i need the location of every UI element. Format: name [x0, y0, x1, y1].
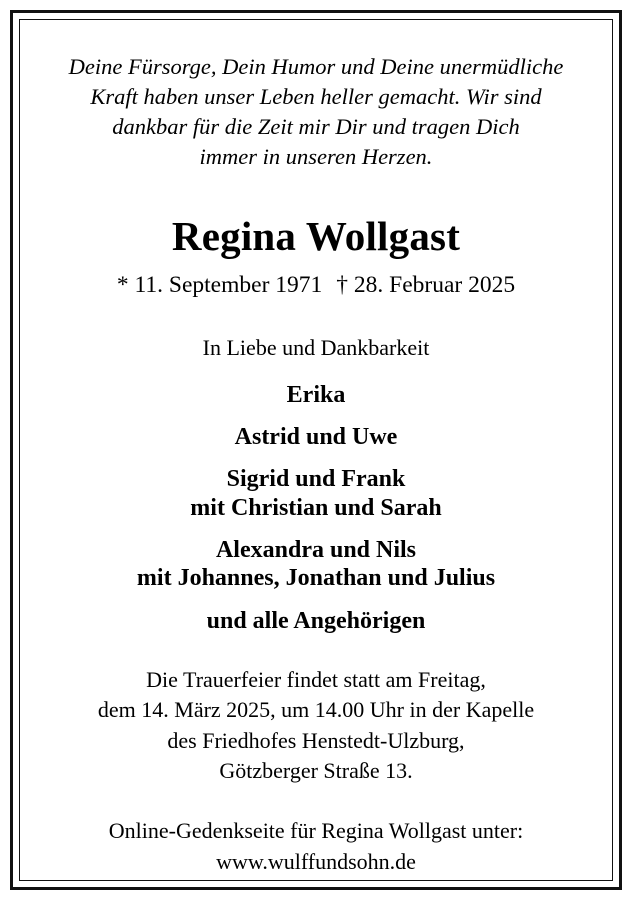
deceased-name: Regina Wollgast	[171, 212, 461, 259]
list-item	[46, 465, 586, 522]
survivor-children: mit Christian und Sarah	[190, 494, 442, 521]
birth-date: * 11. September 1971	[116, 271, 323, 298]
survivor-name: Sigrid und Frank	[226, 466, 406, 493]
ceremony-line: dem 14. März 2025, um 14.00 Uhr in der Kapelle	[97, 697, 535, 723]
memorial-intro: Online-Gedenkseite für Regina Wollgast unter:	[108, 818, 524, 844]
verse-line: dankbar für die Zeit mir Dir und tragen Dich	[112, 113, 520, 139]
online-memorial	[46, 816, 586, 877]
list-item	[46, 423, 586, 451]
verse-line: Kraft haben unser Leben heller gemacht. Wir sind	[90, 83, 542, 109]
list-item	[46, 536, 586, 593]
verse-line: Deine Fürsorge, Dein Humor und Deine unermüdliche	[68, 54, 564, 79]
memorial-verse	[46, 52, 586, 172]
ceremony-line: Die Trauerfeier findet statt am Freitag,	[146, 666, 486, 692]
survivor-children: mit Johannes, Jonathan und Julius	[136, 565, 496, 592]
card-outer-border	[10, 10, 622, 890]
survivor-name: Astrid und Uwe	[234, 424, 398, 450]
survivor-name: Erika	[286, 381, 346, 408]
ceremony-line: des Friedhofes Henstedt-Ulzburg,	[167, 727, 465, 753]
list-item	[46, 607, 586, 635]
list-item	[46, 381, 586, 409]
ceremony-details	[46, 665, 586, 786]
survivor-name: und alle Angehörigen	[206, 607, 426, 634]
verse-line: immer in unseren Herzen.	[199, 143, 433, 169]
memorial-url[interactable]: www.wulffundsohn.de	[216, 848, 416, 874]
dedication-text: In Liebe und Dankbarkeit	[202, 334, 430, 360]
life-dates	[117, 272, 515, 299]
survivor-name: Alexandra und Nils	[215, 536, 417, 563]
death-date: † 28. Februar 2025	[336, 271, 516, 298]
ceremony-line: Götzberger Straße 13.	[219, 757, 413, 783]
card-inner-border	[19, 19, 613, 881]
survivors-list	[46, 381, 586, 635]
